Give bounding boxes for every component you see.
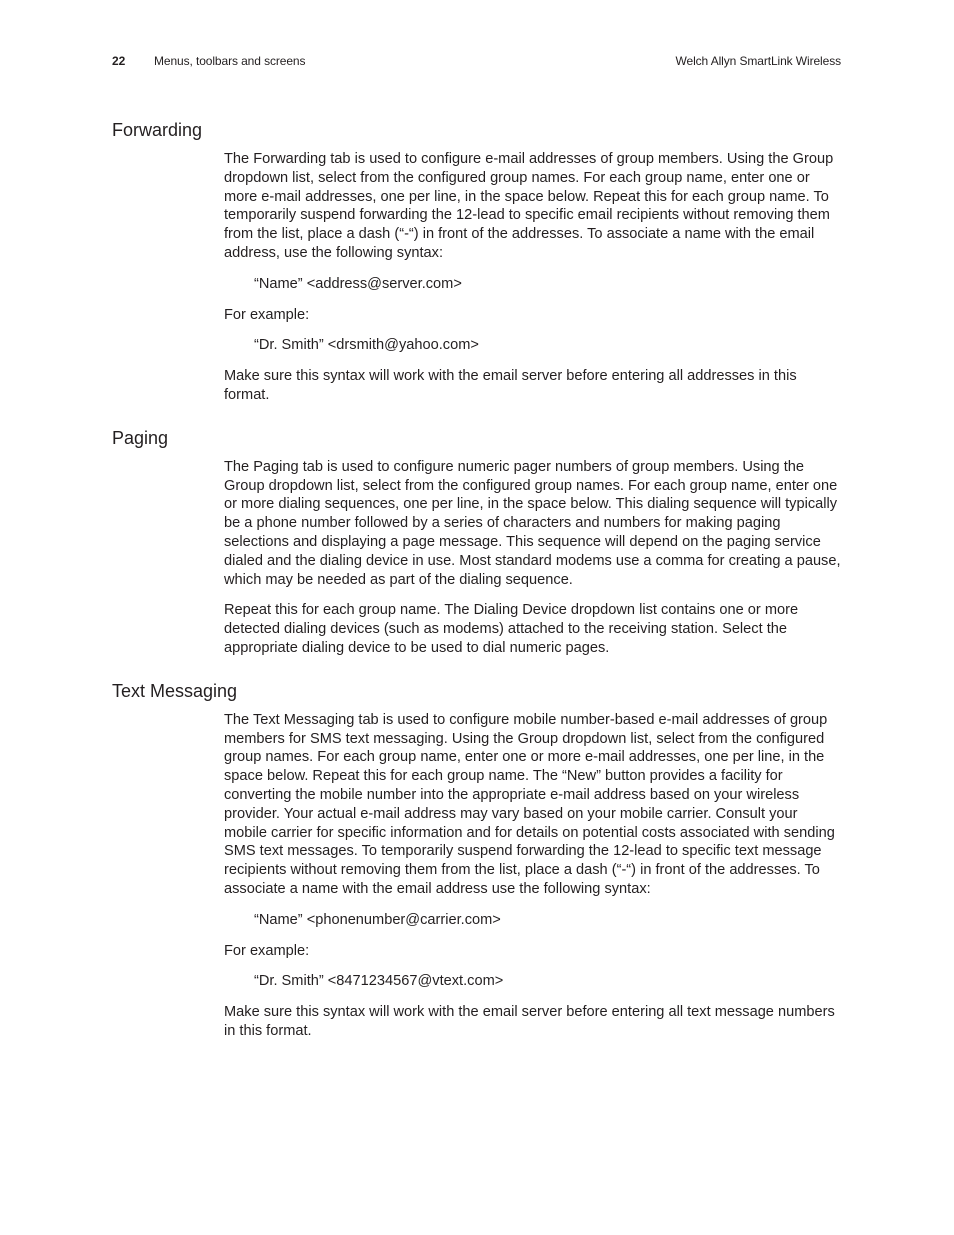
paragraph: For example: — [224, 306, 310, 323]
syntax-example: “Name” <phonenumber@carrier.com> — [254, 911, 501, 928]
document-title: Welch Allyn SmartLink Wireless — [675, 54, 841, 68]
syntax-example: “Dr. Smith” <drsmith@yahoo.com> — [254, 337, 479, 354]
paragraph: The Text Messaging tab is used to configure mobile number-based e-mail addresses of group members for SMS text messaging. Using the Group dropdown list, select from the configured group names. For each group name, enter one or more e-mail addresses, one per line, in the space below. Repeat this for each group name. The “New” button provides a facility for converting the mobile number into the appropriate e-mail address based on your wireless provider. Your actual e-mail address may vary based on your mobile carrier. Consult your mobile carrier for specific information and for details on potential costs associated with sending SMS text messages. To temporarily suspend forwarding the 12-lead to specific text message recipients without removing them from the list, place a dash (“-“) in front of the addresses. To associate a name with the email address use the following syntax: — [224, 711, 835, 897]
section-body — [224, 711, 841, 1041]
chapter-title: Menus, toolbars and screens — [154, 54, 306, 68]
page-header — [112, 52, 841, 70]
paragraph: Make sure this syntax will work with the email server before entering all text message numbers in this format. — [224, 1004, 835, 1039]
syntax-example: “Dr. Smith” <8471234567@vtext.com> — [254, 973, 504, 990]
paragraph: Make sure this syntax will work with the email server before entering all addresses in this format. — [224, 368, 797, 403]
section-paging — [112, 426, 841, 658]
section-forwarding — [112, 118, 841, 405]
syntax-example: “Name” <address@server.com> — [254, 275, 462, 292]
paragraph: For example: — [224, 942, 310, 959]
paragraph: The Paging tab is used to configure numeric pager numbers of group members. Using the Group dropdown list, select from the configured group names. For each group name, enter one or more dialing sequences, one per line, in the space below. This dialing sequence will typically be a phone number followed by a series of characters and numbers for making paging selections and displaying a page message. This sequence will depend on the paging service dialed and the dialing device in use. Most standard modems use a comma for creating a pause, which may be needed as part of the dialing sequence. — [224, 458, 841, 588]
paragraph: The Forwarding tab is used to configure e-mail addresses of group members. Using the Group dropdown list, select from the configured group names. For each group name, enter one or more e-mail addresses, one per line, in the space below. Repeat this for each group name. To temporarily suspend forwarding the 12-lead to specific email recipients without removing them from the list, place a dash (“-“) in front of the addresses. To associate a name with the email address, use the following syntax: — [224, 151, 834, 261]
paragraph: Repeat this for each group name. The Dialing Device dropdown list contains one or more detected dialing devices (such as modems) attached to the receiving station. Select the appropriate dialing device to be used to dial numeric pages. — [224, 602, 799, 656]
section-heading: Paging — [112, 427, 169, 448]
section-body — [224, 458, 841, 658]
section-heading: Text Messaging — [112, 680, 238, 701]
page-number: 22 — [112, 54, 126, 68]
page-content — [112, 118, 841, 1062]
section-text-messaging — [112, 679, 841, 1041]
section-heading: Forwarding — [112, 120, 203, 140]
section-body — [224, 150, 841, 405]
